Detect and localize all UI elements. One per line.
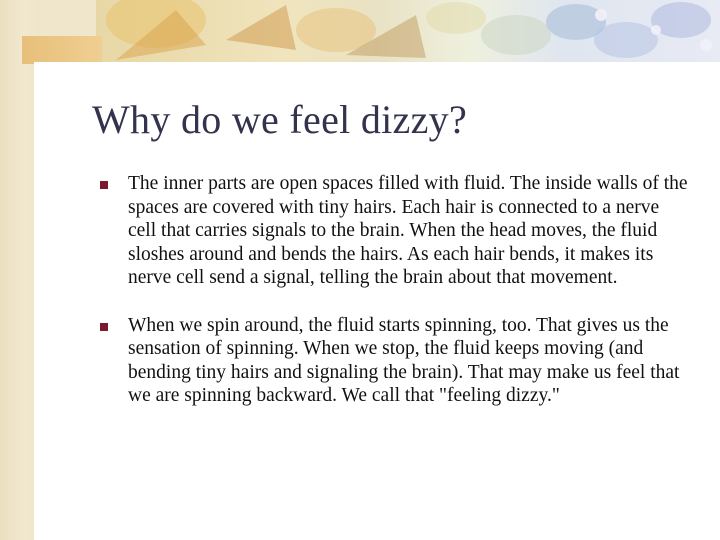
bullet-item [100, 314, 690, 408]
bullet-item [100, 172, 690, 290]
slide-title: Why do we feel dizzy? [92, 97, 468, 142]
bullet-text: The inner parts are open spaces filled with fluid. The inside walls of the spaces are covered with tiny hairs. Each hair is connected to a nerve cell that carries signals to the brain. When the head moves, the fluid sloshes around and bends the hairs. As each hair bends, it makes its nerve cell send a signal, telling the brain about that movement. [128, 173, 688, 288]
banner-accent [22, 36, 102, 64]
decorative-banner [96, 0, 720, 62]
leaf-artwork [96, 0, 720, 62]
square-bullet-icon [100, 181, 108, 189]
bullet-list [100, 172, 690, 432]
square-bullet-icon [100, 323, 108, 331]
bullet-text: When we spin around, the fluid starts spinning, too. That gives us the sensation of spinning. When we stop, the fluid keeps moving (and bending tiny hairs and signaling the brain). That may make us feel that we are spinning backward. We call that "feeling dizzy." [128, 314, 680, 406]
